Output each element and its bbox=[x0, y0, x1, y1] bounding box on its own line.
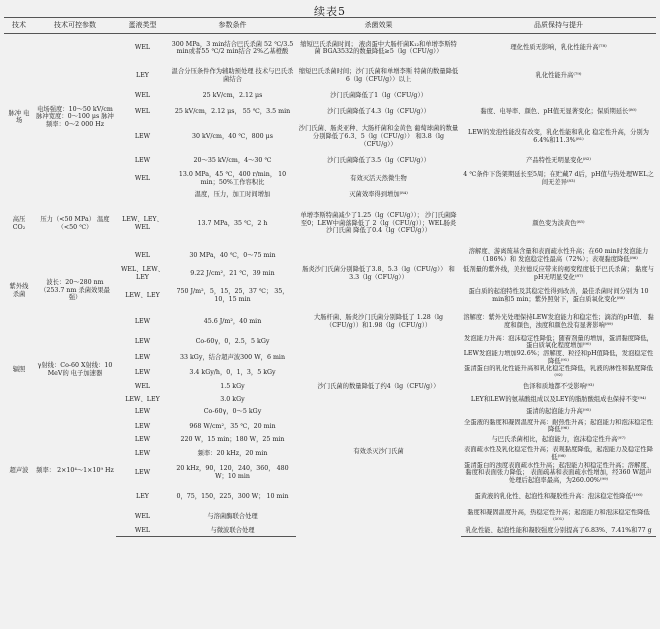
type-cell: LEW bbox=[134, 157, 151, 165]
header-cell: 技术可控参数 bbox=[34, 18, 116, 34]
table-row bbox=[4, 335, 656, 350]
quality-cell: 蛋清蛋白的乳化性能升高和乳化稳定性降低，乳液的淋性和黏度降低⁽⁹²⁾ bbox=[464, 365, 653, 381]
param-cell: 频率： 2×10⁴～1×10⁹ Hz bbox=[36, 467, 114, 475]
condition-cell: Co-60γ，0～5 kGy bbox=[203, 408, 262, 416]
quality-cell bbox=[461, 189, 656, 201]
quality-cell: 蛋清蛋白的浊度表面疏水性升高；起泡能力和稳定性升高；溶解度、黏度和表面张力降低； 表面疏基和表面疏水性增加，经360 W超声处理后起泡率最高，为260.00%⁽⁹⁹⁾ bbox=[464, 461, 653, 484]
quality-cell: 蛋清的起泡能力升高⁽⁹⁵⁾ bbox=[526, 408, 591, 416]
quality-cell: 乳化性能、起泡性能和凝胶强度分别提高了6.83%、7.41%和77 g bbox=[461, 525, 656, 537]
type-cell: WEL bbox=[134, 383, 151, 391]
type-cell: LEY bbox=[136, 72, 149, 80]
param-cell: 波长：20～280 nm （253.7 nm 杀菌效果最强） bbox=[40, 278, 110, 302]
effect-cell: 沙门氏菌的数量降低了约4（lg（CFU/g）） bbox=[317, 383, 440, 391]
effect-cell: 沙门氏菌降低了1（lg（CFU/g）） bbox=[330, 91, 427, 99]
quality-cell: 乳化性能升高⁽⁷⁹⁾ bbox=[535, 72, 582, 80]
condition-cell: 20～35 kV/cm，4～30 ℃ bbox=[193, 157, 272, 165]
condition-cell: 30 kV/cm，40 ℃，800 μs bbox=[192, 133, 273, 141]
quality-cell: 与巴氏杀菌相比，起泡能力，泡沫稳定性升高⁽⁹⁷⁾ bbox=[491, 436, 626, 444]
effect-cell bbox=[296, 350, 461, 365]
effect-cell bbox=[296, 365, 461, 380]
table-row bbox=[4, 247, 656, 265]
quality-cell: 溶解度、游离巯基含量和表面疏水性升高；在60 min时发泡能力（186%）和 发泡稳定性最高（72%）；表观黏度降低⁽⁸⁶⁾ bbox=[468, 247, 649, 263]
type-cell: LEW、LEY、WEL bbox=[122, 215, 163, 231]
condition-cell: 45.6 J/m²，40 min bbox=[203, 317, 262, 325]
type-cell: WEL bbox=[116, 525, 169, 537]
quality-cell: 表面疏水性及乳化稳定性升高；表观黏度降低，起泡能力及稳定性降低⁽⁹⁸⁾ bbox=[464, 446, 653, 461]
effect-cell bbox=[296, 485, 461, 537]
condition-cell: 13.0 MPa，45 ℃，400 r/min， 10 min；50%工作容积比 bbox=[178, 171, 287, 186]
quality-cell: 黏度、电导率、颜色、pH值无显著变化；保质期延长⁽⁸⁰⁾ bbox=[480, 107, 637, 115]
type-cell: WEL bbox=[134, 107, 151, 115]
type-cell: LEW bbox=[134, 422, 151, 430]
quality-cell bbox=[461, 90, 656, 102]
header-cell: 参数条件 bbox=[169, 18, 296, 34]
type-cell: WEL bbox=[134, 251, 151, 259]
effect-cell: 单增李斯特菌减少了1.25（lg（CFU/g））； 沙门氏菌降至0；LEW中菌落降低了 2（lg（CFU/g））；WEL肠炎沙门氏菌 降低了0.4（lg（CFU/g）） bbox=[300, 211, 457, 235]
tech-cell: 超声波 bbox=[9, 467, 29, 475]
condition-cell: 968 W/cm²，35 ℃，20 min bbox=[189, 422, 276, 430]
effect-cell: 缩短巴氏杀菌时间； 液卤蛋中大肠杆菌K₁₂和单增李斯特菌 BGA3532的数量降低≥5（lg（CFU/g）） bbox=[300, 40, 457, 56]
quality-cell: 低剂量的紫外线，美拉德反应带来的褐变程度低于巴氏杀菌； 黏度与pH无明显变化⁽⁸⁷⁾ bbox=[463, 265, 654, 281]
type-cell: WEL bbox=[134, 175, 151, 183]
effect-cell bbox=[296, 283, 461, 309]
quality-cell: 色泽和质地都不受影响⁽⁹³⁾ bbox=[522, 383, 595, 391]
condition-cell: 温度，压力，加工时间增加 bbox=[194, 190, 271, 198]
condition-cell: 与微波联合处理 bbox=[169, 525, 296, 537]
quality-cell: LEW发泡能力增加92.6%；溶解度、粒径和pH值降低，发泡稳定性降低⁽⁹¹⁾ bbox=[463, 349, 654, 365]
condition-cell: 25 kV/cm，2.12 μs， 55 ℃，3.5 min bbox=[174, 107, 291, 115]
table-row bbox=[4, 34, 656, 63]
type-cell: LEW bbox=[134, 408, 151, 416]
table-row bbox=[4, 201, 656, 247]
table-title: 续表5 bbox=[314, 5, 346, 18]
condition-cell: 温合分压条件作为辅助预处理 技术与巴氏杀菌结合 bbox=[171, 68, 294, 83]
type-cell: LEW bbox=[134, 338, 151, 346]
type-cell: LEW bbox=[134, 436, 151, 444]
header-cell: 蛋液类型 bbox=[116, 18, 169, 34]
data-table bbox=[4, 17, 656, 537]
tech-cell: 紫外线 杀菌 bbox=[9, 282, 29, 298]
quality-cell: 产品特性无明显变化⁽⁸²⁾ bbox=[526, 157, 591, 165]
effect-cell bbox=[296, 335, 461, 350]
condition-cell: 300 MPa，3 min结合巴氏杀菌 52 ℃/3.5 min或者55 ℃/2 min结合 2%乙基橙酸 bbox=[171, 40, 294, 56]
quality-cell: LEW的发泡性能没有改变，乳化性能和乳化 稳定性升高，分别为6.4%和11.3%⁽⁸¹⁾ bbox=[468, 129, 649, 144]
table-row bbox=[4, 406, 656, 419]
effect-cell: 大肠杆菌、肠炎沙门氏菌分别降低了 1.28（lg（CFU/g））和1.98（lg（CFU/g）） bbox=[313, 313, 444, 329]
condition-cell: 220 W，15 min；180 W，25 min bbox=[180, 436, 285, 444]
condition-cell: 9.22 J/cm²，21 ℃，39 min bbox=[190, 269, 275, 277]
type-cell bbox=[116, 189, 169, 201]
type-cell: WEL bbox=[134, 91, 151, 99]
quality-cell: 蛋黄液的乳化性、起泡性和凝胶性升高：泡沫稳定性降低⁽¹⁰⁰⁾ bbox=[474, 492, 643, 500]
tech-cell: 辐照 bbox=[12, 366, 26, 374]
effect-cell: 沙门氏菌、肠炎亚种、大肠杆菌和金黄色 葡萄球菌的数量分别降低了6.3、5（lg（CFU/g）） 和3.8（lg（CFU/g）） bbox=[298, 125, 459, 148]
effect-cell: 缩短巴氏杀菌时间；沙门氏菌和单增李斯 特菌的数量降低6（lg（CFU/g））以上 bbox=[298, 68, 459, 83]
header-cell: 技术 bbox=[4, 18, 34, 34]
type-cell: LEW bbox=[134, 317, 151, 325]
type-cell: LEY bbox=[136, 492, 149, 500]
condition-cell: 25 kV/cm，2.12 μs bbox=[202, 91, 263, 99]
effect-cell: 有效杀灭沙门氏菌 bbox=[353, 447, 404, 455]
header-cell: 杀菌效果 bbox=[296, 18, 461, 34]
effect-cell: 灭菌效率得到增加⁽⁸⁴⁾ bbox=[349, 190, 408, 198]
quality-cell: 全蛋液的黏度和凝固温度升高：耐热性升高；起泡能力和泡沫稳定性降低⁽⁹⁶⁾ bbox=[464, 418, 653, 434]
param-cell: γ射线：Co-60 X射线：10 MeV的 电子加速器 bbox=[37, 362, 113, 378]
quality-cell: 黏度和凝固温度升高，热稳定性升高；起泡能力和泡沫稳定性降低⁽¹⁰¹⁾ bbox=[467, 508, 650, 524]
type-cell: LEW bbox=[134, 353, 151, 361]
type-cell: WEL、LEW、LEY bbox=[120, 265, 165, 281]
quality-cell: 蛋白质的起泡特性及其稳定性得到改善，最佳杀菌时间分别为 10 min和5 min；紫外照射下，蛋白质氧化变化⁽⁸⁸⁾ bbox=[468, 287, 649, 303]
tech-cell: 高压 CO₂ bbox=[12, 215, 26, 231]
condition-cell: 33 kGy，结合超声波300 W，6 min bbox=[179, 353, 286, 361]
condition-cell: 750 J/m²，5，15，25，37 ℃； 35，10，15 min bbox=[176, 287, 289, 303]
quality-cell: 理化性质无影响，乳化性能升高⁽⁷⁸⁾ bbox=[510, 44, 607, 52]
effect-cell: 肠炎沙门氏菌分别降低了3.8、5.3（lg（CFU/g）） 和3.3（lg（CFU/g）） bbox=[302, 265, 455, 281]
header-row bbox=[4, 18, 656, 34]
condition-cell: 频率：20 kHz，20 min bbox=[197, 449, 268, 457]
quality-cell: 溶解度：紫外光处理保持LEW发泡能力和稳定性；滴消的pH值、 黏度和颜色，浊度和颜色没有显著影响⁽⁸⁹⁾ bbox=[463, 313, 654, 329]
type-cell: LEW bbox=[134, 449, 151, 457]
condition-cell: 30 MPa，40 ℃，0～75 min bbox=[189, 251, 276, 259]
param-cell: 电场强度：10～50 kV/cm 脉冲宽度：0～100 μs 脉冲频率：0～2 000 Hz bbox=[36, 105, 114, 129]
type-cell: LEW bbox=[134, 369, 151, 377]
effect-cell: 沙门氏菌降低了4.3（lg（CFU/g）） bbox=[327, 107, 430, 115]
effect-cell: 有效灭活天然微生物 bbox=[350, 175, 407, 183]
type-cell: LEW、LEY bbox=[125, 395, 160, 403]
effect-cell bbox=[296, 247, 461, 265]
condition-cell: 1.5 kGy bbox=[220, 383, 245, 391]
condition-cell: 3.0 kGy bbox=[220, 395, 245, 403]
tech-cell: 脉冲 电场 bbox=[8, 109, 30, 125]
param-cell: 压力（<50 MPa） 温度（<50 ℃） bbox=[40, 215, 110, 231]
condition-cell: 0，75，150，225，300 W； 10 min bbox=[176, 492, 289, 500]
quality-cell: 4 ℃条件下货架期延长至5周；在贮藏7 d后，pH值与热处理WEL之间无差异⁽⁸³⁾ bbox=[463, 171, 654, 186]
quality-cell: 发泡能力升高：泡沫稳定性降低；随着剂量的增加，蛋清黏度降低，蛋白质氧化程度增加⁽⁹⁰⁾ bbox=[464, 334, 653, 350]
header-cell: 品质保持与提升 bbox=[461, 18, 656, 34]
quality-cell: LEY和LEW的氨基酸组成以及LEY的脂肪酸组成也保持不变⁽⁹⁴⁾ bbox=[470, 395, 647, 403]
effect-cell: 沙门氏菌降低了3.5（lg（CFU/g）） bbox=[327, 157, 430, 165]
type-cell: LEW bbox=[134, 469, 151, 477]
type-cell: LEW bbox=[134, 133, 151, 141]
type-cell: WEL bbox=[134, 512, 151, 520]
effect-cell bbox=[296, 394, 461, 406]
condition-cell: 3.4 kGy/h，0，1，3，5 kGy bbox=[189, 369, 276, 377]
condition-cell: 20 kHz，90，120，240，360， 480 W；10 min bbox=[176, 465, 289, 481]
type-cell: WEL bbox=[134, 44, 151, 52]
condition-cell: Co-60γ，0，2.5，5 kGy bbox=[195, 338, 270, 346]
condition-cell: 与溶菌酶联合处理 bbox=[207, 512, 258, 520]
effect-cell bbox=[296, 406, 461, 419]
condition-cell: 13.7 MPa，35 ℃，2 h bbox=[197, 219, 268, 227]
quality-cell: 颜色变为淡黄色⁽⁸⁵⁾ bbox=[532, 219, 585, 227]
type-cell: LEW、LEY bbox=[125, 291, 160, 299]
